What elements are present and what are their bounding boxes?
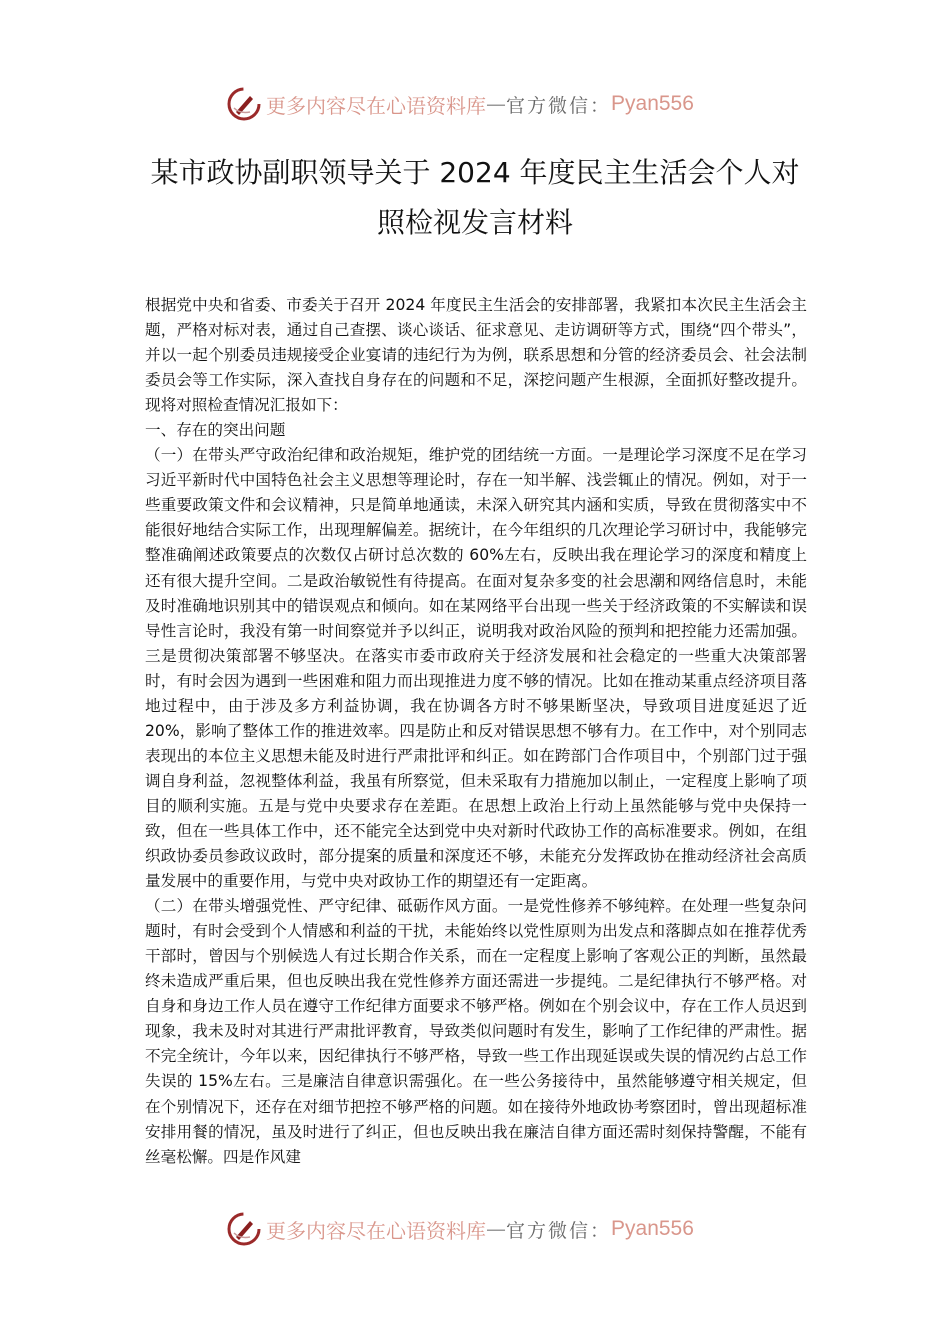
title-line-1: 某市政协副职领导关于 2024 年度民主生活会个人对 [150,156,800,189]
watermark-dash: — [486,1217,506,1241]
watermark-label: 官方微信： [506,1219,612,1242]
watermark-banner-top [226,84,694,124]
watermark-dash: — [486,92,506,116]
title-line-2: 照检视发言材料 [376,206,573,239]
watermark-label: 官方微信： [506,94,612,117]
watermark-wechat-id: Pyan556 [611,1217,694,1240]
intro-paragraph: 根据党中央和省委、市委关于召开 2024 年度民主生活会的安排部署，我紧扣本次民主生活会主题，严格对标对表，通过自己查摆、谈心谈话、征求意见、走访调研等方式，围绕“四个带头”，并以一起个别委员违规接受企业宴请的违纪行为为例，联系思想和分管的经济委员会、社会法制委员会等工作实际，深入查找自身存在的问题和不足，深挖问题产生根源，全面抓好整改提升。现将对照检查情况汇报如下： [145,296,807,415]
body-paragraph: （一）在带头严守政治纪律和政治规矩，维护党的团结统一方面。一是理论学习深度不足在学习习近平新时代中国特色社会主义思想等理论时，存在一知半解、浅尝辄止的情况。例如，对于一些重要政策文件和会议精神，只是简单地通读，未深入研究其内涵和实质，导致在贯彻落实中不能很好地结合实际工作，出现理解偏差。据统计，在今年组织的几次理论学习研讨中，我能够完整准确阐述政策要点的次数仅占研讨总次数的 60%左右，反映出我在理论学习的深度和精度上还有很大提升空间。二是政治敏锐性有待提高。在面对复杂多变的社会思潮和网络信息时，未能及时准确地识别其中的错误观点和倾向。如在某网络平台出现一些关于经济政策的不实解读和误导性言论时，我没有第一时间察觉并予以纠正，说明我对政治风险的预判和把控能力还需加强。三是贯彻决策部署不够坚决。在落实市委市政府关于经济发展和社会稳定的一些重大决策部署时，有时会因为遇到一些困难和阻力而出现推进力度不够的情况。比如在推动某重点经济项目落地过程中，由于涉及多方利益协调，我在协调各方时不够果断坚决，导致项目进度延迟了近 20%，影响了整体工作的推进效率。四是防止和反对错误思想不够有力。在工作中，对个别同志表现出的本位主义思想未能及时进行严肃批评和纠正。如在跨部门合作项目中，个别部门过于强调自身利益，忽视整体利益，我虽有所察觉，但未采取有力措施加以制止，一定程度上影响了项目的顺利实施。五是与党中央要求存在差距。在思想上政治上行动上虽然能够与党中央保持一致，但在一些具体工作中，还不能完全达到党中央对新时代政协工作的高标准要求。例如，在组织政协委员参政议政时，部分提案的质量和深度还不够，未能充分发挥政协在推动经济社会高质量发展中的重要作用，与党中央对政协工作的期望还有一定距离。 [145,446,807,891]
watermark-main-text: 更多内容尽在心语资料库 [266,93,486,118]
body-paragraph: （二）在带头增强党性、严守纪律、砥砺作风方面。一是党性修养不够纯粹。在处理一些复杂问题时，有时会受到个人情感和利益的干扰，未能始终以党性原则为出发点和落脚点如在推荐优秀干部时，曾因与个别候选人有过长期合作关系，而在一定程度上影响了客观公正的判断，虽然最终未造成严重后果，但也反映出我在党性修养方面还需进一步提纯。二是纪律执行不够严格。对自身和身边工作人员在遵守工作纪律方面要求不够严格。例如在个别会议中，存在工作人员迟到现象，我未及时对其进行严肃批评教育，导致类似问题时有发生，影响了工作纪律的严肃性。据不完全统计，今年以来，因纪律执行不够严格，导致一些工作出现延误或失误的情况约占总工作失误的 15%左右。三是廉洁自律意识需强化。在一些公务接待中，虽然能够遵守相关规定，但在个别情况下，还存在对细节把控不够严格的问题。如在接待外地政协考察团时，曾出现超标准安排用餐的情况，虽及时进行了纠正，但也反映出我在廉洁自律方面还需时刻保持警醒，不能有丝毫松懈。四是作风建 [145,897,807,1166]
document-title [100,148,850,248]
watermark-main-text: 更多内容尽在心语资料库 [266,1218,486,1243]
watermark-wechat-id: Pyan556 [611,92,694,115]
section-heading: 一、存在的突出问题 [145,421,286,440]
quill-pen-logo-icon [226,1211,262,1247]
quill-pen-logo-icon [226,86,262,122]
watermark-banner-bottom [226,1209,694,1249]
document-body [145,293,807,1170]
